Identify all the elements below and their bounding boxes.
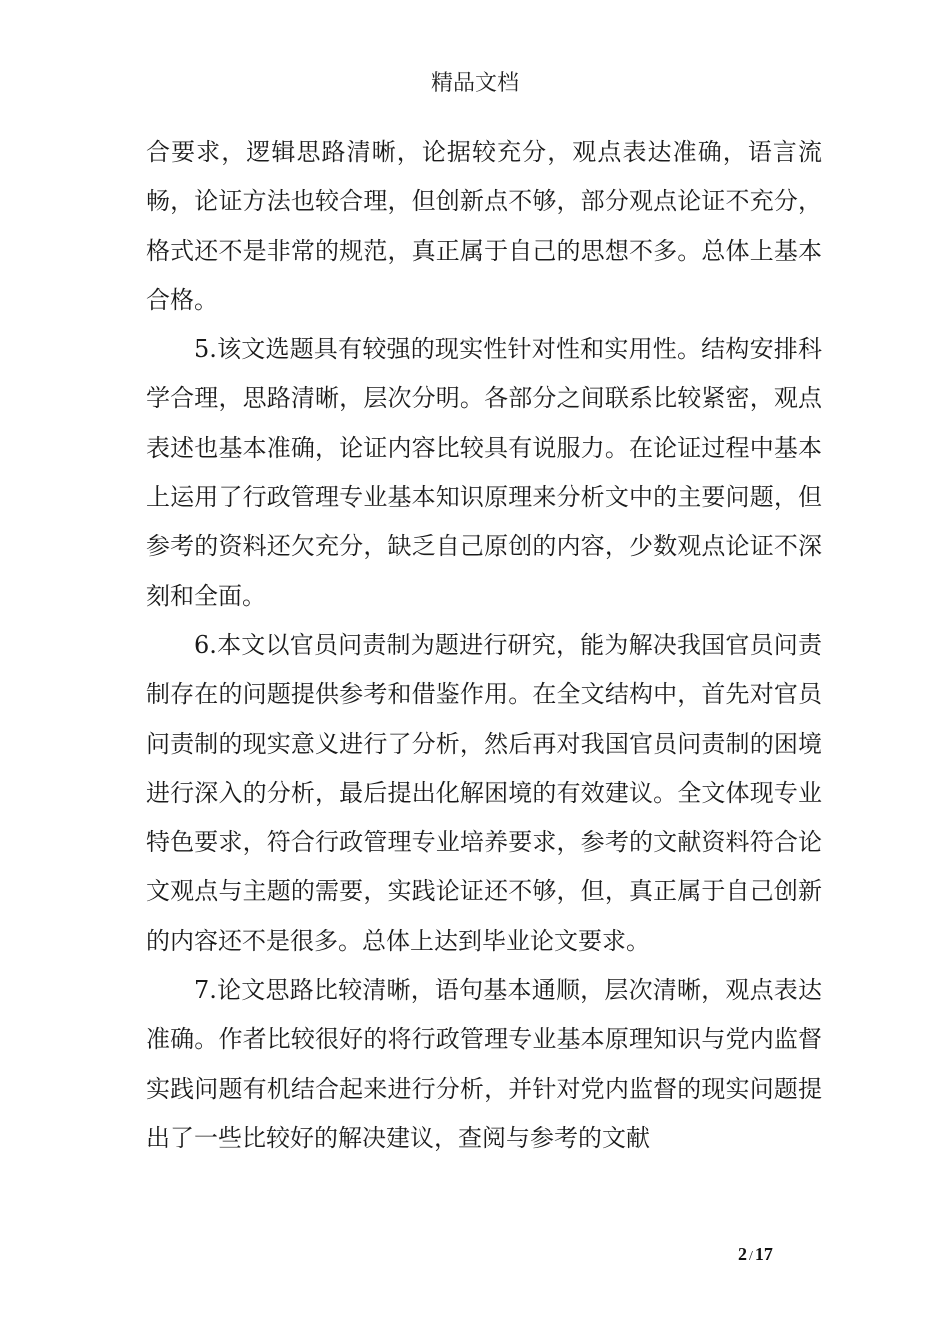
page-header-title: 精品文档 — [430, 71, 519, 96]
paragraph-item-5: 5.该文选题具有较强的现实性针对性和实用性。结构安排科学合理，思路清晰，层次分明。各部分之间联系比较紧密，观点表述也基本准确，论证内容比较具有说服力。在论证过程中基本上运用了行政管理专业基本知识原理来分析文中的主要问题，但参考的资料还欠充分，缺乏自己原创的内容，少数观点论证不深刻和全面。 — [146, 335, 822, 610]
page-current: 2 — [738, 1244, 747, 1264]
page-separator: / — [749, 1249, 753, 1264]
paragraph-continued: 合要求，逻辑思路清晰，论据较充分，观点表达准确，语言流畅，论证方法也较合理，但创新点不够，部分观点论证不充分，格式还不是非常的规范，真正属于自己的思想不多。总体上基本合格。 — [146, 138, 822, 314]
document-body — [146, 128, 822, 1163]
paragraph-item-6: 6.本文以官员问责制为题进行研究，能为解决我国官员问责制存在的问题提供参考和借鉴作用。在全文结构中，首先对官员问责制的现实意义进行了分析，然后再对我国官员问责制的困境进行深入的分析，最后提出化解困境的有效建议。全文体现专业特色要求，符合行政管理专业培养要求，参考的文献资料符合论文观点与主题的需要，实践论证还不够，但，真正属于自己创新的内容还不是很多。总体上达到毕业论文要求。 — [146, 630, 822, 955]
page-number — [738, 1244, 773, 1265]
page-total: 17 — [754, 1244, 773, 1264]
paragraph-item-7: 7.论文思路比较清晰，语句基本通顺，层次清晰，观点表达准确。作者比较很好的将行政管理专业基本原理知识与党内监督实践问题有机结合起来进行分析，并针对党内监督的现实问题提出了一些比较好的解决建议，查阅与参考的文献 — [146, 976, 822, 1152]
